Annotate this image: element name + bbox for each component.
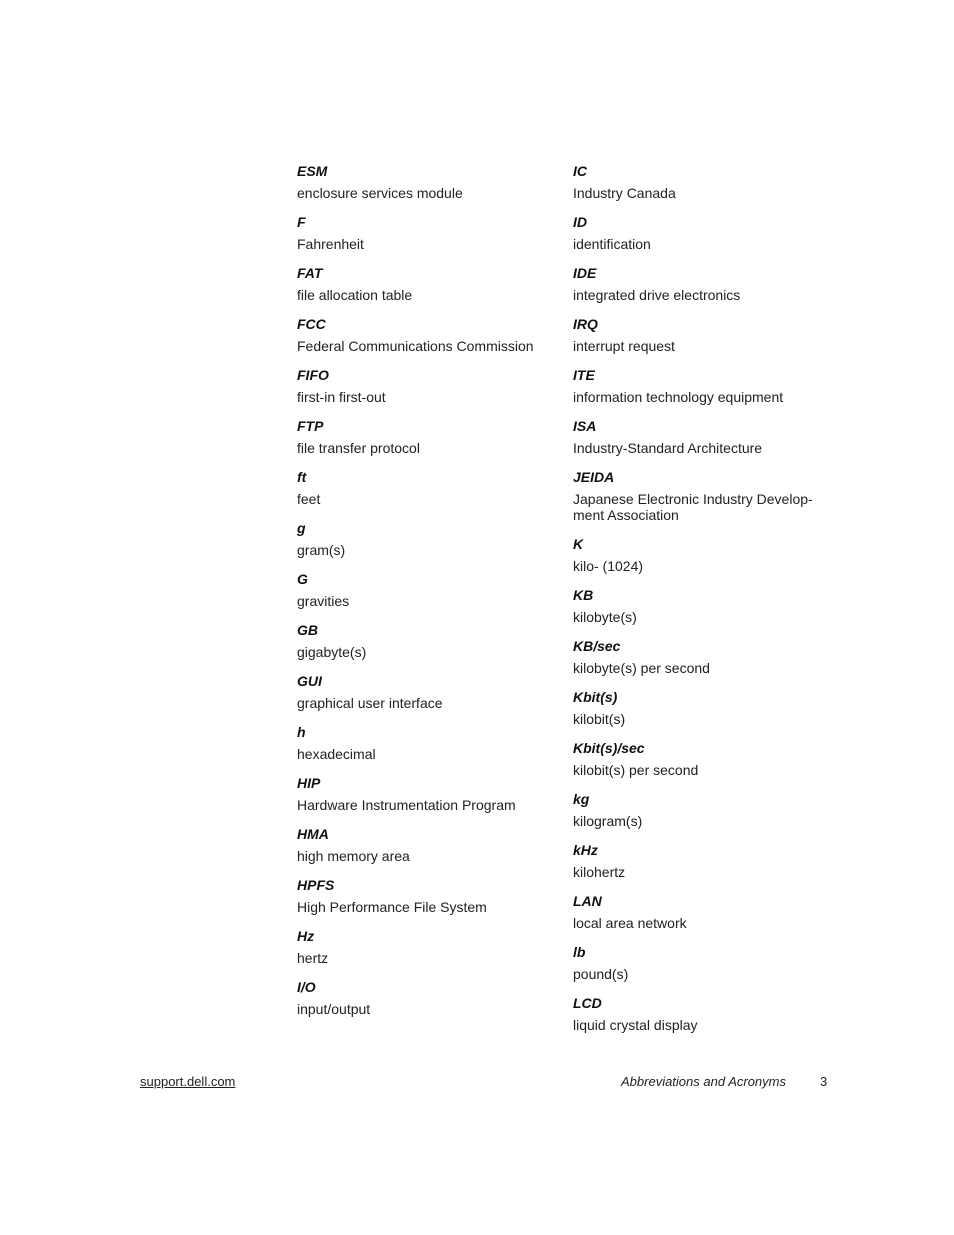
glossary-term: ft: [297, 469, 307, 485]
glossary-definition: local area network: [573, 915, 687, 931]
glossary-term: lb: [573, 944, 586, 960]
glossary-term: JEIDA: [573, 469, 615, 485]
glossary-entry: [297, 316, 557, 354]
glossary-definition: Japanese Electronic Industry Develop-ment Association: [573, 491, 813, 523]
glossary-definition: file transfer protocol: [297, 440, 420, 456]
glossary-definition: kilo- (1024): [573, 558, 644, 574]
glossary-entry: [573, 995, 823, 1033]
glossary-definition: gravities: [297, 593, 350, 609]
glossary-definition: Federal Communications Commission: [297, 338, 534, 354]
glossary-entry: [573, 689, 823, 727]
glossary-definition: liquid crystal display: [573, 1017, 698, 1033]
glossary-definition: kilohertz: [573, 864, 626, 880]
glossary-term: IRQ: [573, 316, 598, 332]
glossary-term: FTP: [297, 418, 324, 434]
glossary-entry: [573, 418, 823, 456]
glossary-entry: [573, 638, 823, 676]
page-number: 3: [820, 1074, 828, 1089]
glossary-entry: [297, 775, 557, 813]
glossary-entry: [297, 724, 557, 762]
glossary-entry: [573, 367, 823, 405]
glossary-term: HMA: [297, 826, 329, 842]
glossary-term: HPFS: [297, 877, 335, 893]
glossary-entry: [297, 928, 557, 966]
glossary-term: Kbit(s): [573, 689, 618, 705]
glossary-term: I/O: [297, 979, 316, 995]
glossary-definition: gram(s): [297, 542, 346, 558]
glossary-term: K: [573, 536, 584, 552]
glossary-entry: [573, 587, 823, 625]
glossary-definition: Industry-Standard Architecture: [573, 440, 763, 456]
glossary-definition: interrupt request: [573, 338, 675, 354]
glossary-term: Kbit(s)/sec: [573, 740, 645, 756]
glossary-term: kHz: [573, 842, 598, 858]
glossary-term: G: [297, 571, 308, 587]
glossary-definition: Industry Canada: [573, 185, 676, 201]
glossary-entry: [297, 673, 557, 711]
glossary-entry: [573, 163, 823, 201]
glossary-entry: [297, 877, 557, 915]
glossary-term: LCD: [573, 995, 602, 1011]
glossary-definition: graphical user interface: [297, 695, 443, 711]
glossary-definition: enclosure services module: [297, 185, 463, 201]
glossary-definition: pound(s): [573, 966, 629, 982]
glossary-term: ID: [573, 214, 587, 230]
glossary-definition: high memory area: [297, 848, 410, 864]
glossary-term: g: [297, 520, 306, 536]
glossary-entry: [297, 826, 557, 864]
glossary-entry: [297, 163, 557, 201]
glossary-column-left: [297, 163, 557, 1030]
glossary-entry: [297, 979, 557, 1017]
glossary-term: KB: [573, 587, 594, 603]
glossary-entry: [297, 469, 557, 507]
glossary-definition: kilobit(s) per second: [573, 762, 699, 778]
glossary-definition: Fahrenheit: [297, 236, 364, 252]
glossary-entry: [297, 367, 557, 405]
glossary-entry: [297, 520, 557, 558]
glossary-entry: [573, 469, 823, 523]
glossary-term: GUI: [297, 673, 322, 689]
glossary-entry: [297, 622, 557, 660]
glossary-entry: [573, 740, 823, 778]
glossary-term: KB/sec: [573, 638, 621, 654]
glossary-term: Hz: [297, 928, 315, 944]
glossary-definition: gigabyte(s): [297, 644, 367, 660]
glossary-term: h: [297, 724, 306, 740]
glossary-term: ISA: [573, 418, 597, 434]
glossary-term: IDE: [573, 265, 597, 281]
glossary-entry: [573, 791, 823, 829]
glossary-entry: [297, 214, 557, 252]
glossary-term: kg: [573, 791, 590, 807]
glossary-term: GB: [297, 622, 318, 638]
support-link[interactable]: support.dell.com: [140, 1074, 236, 1089]
glossary-definition: Hardware Instrumentation Program: [297, 797, 516, 813]
glossary-entry: [573, 893, 823, 931]
glossary-definition: kilobit(s): [573, 711, 626, 727]
glossary-definition: input/output: [297, 1001, 371, 1017]
glossary-term: FCC: [297, 316, 326, 332]
glossary-entry: [573, 316, 823, 354]
glossary-definition: file allocation table: [297, 287, 413, 303]
glossary-entry: [573, 536, 823, 574]
glossary-definition: kilobyte(s): [573, 609, 637, 625]
glossary-definition: first-in first-out: [297, 389, 386, 405]
glossary-entry: [297, 265, 557, 303]
footer-section-title: Abbreviations and Acronyms: [621, 1074, 786, 1089]
glossary-term: LAN: [573, 893, 602, 909]
glossary-term: F: [297, 214, 306, 230]
glossary-definition: kilogram(s): [573, 813, 643, 829]
glossary-definition: information technology equipment: [573, 389, 784, 405]
glossary-term: IC: [573, 163, 587, 179]
glossary-entry: [297, 571, 557, 609]
glossary-definition: kilobyte(s) per second: [573, 660, 710, 676]
glossary-entry: [573, 214, 823, 252]
glossary-definition: High Performance File System: [297, 899, 487, 915]
glossary-definition: feet: [297, 491, 321, 507]
glossary-term: ESM: [297, 163, 328, 179]
glossary-definition: hexadecimal: [297, 746, 376, 762]
glossary-term: FAT: [297, 265, 323, 281]
glossary-term: ITE: [573, 367, 595, 383]
glossary-term: HIP: [297, 775, 321, 791]
glossary-column-right: [573, 163, 823, 1046]
glossary-definition: integrated drive electronics: [573, 287, 741, 303]
glossary-definition: hertz: [297, 950, 329, 966]
glossary-entry: [573, 944, 823, 982]
glossary-term: FIFO: [297, 367, 329, 383]
glossary-entry: [297, 418, 557, 456]
glossary-entry: [573, 265, 823, 303]
glossary-definition: identification: [573, 236, 651, 252]
glossary-entry: [573, 842, 823, 880]
